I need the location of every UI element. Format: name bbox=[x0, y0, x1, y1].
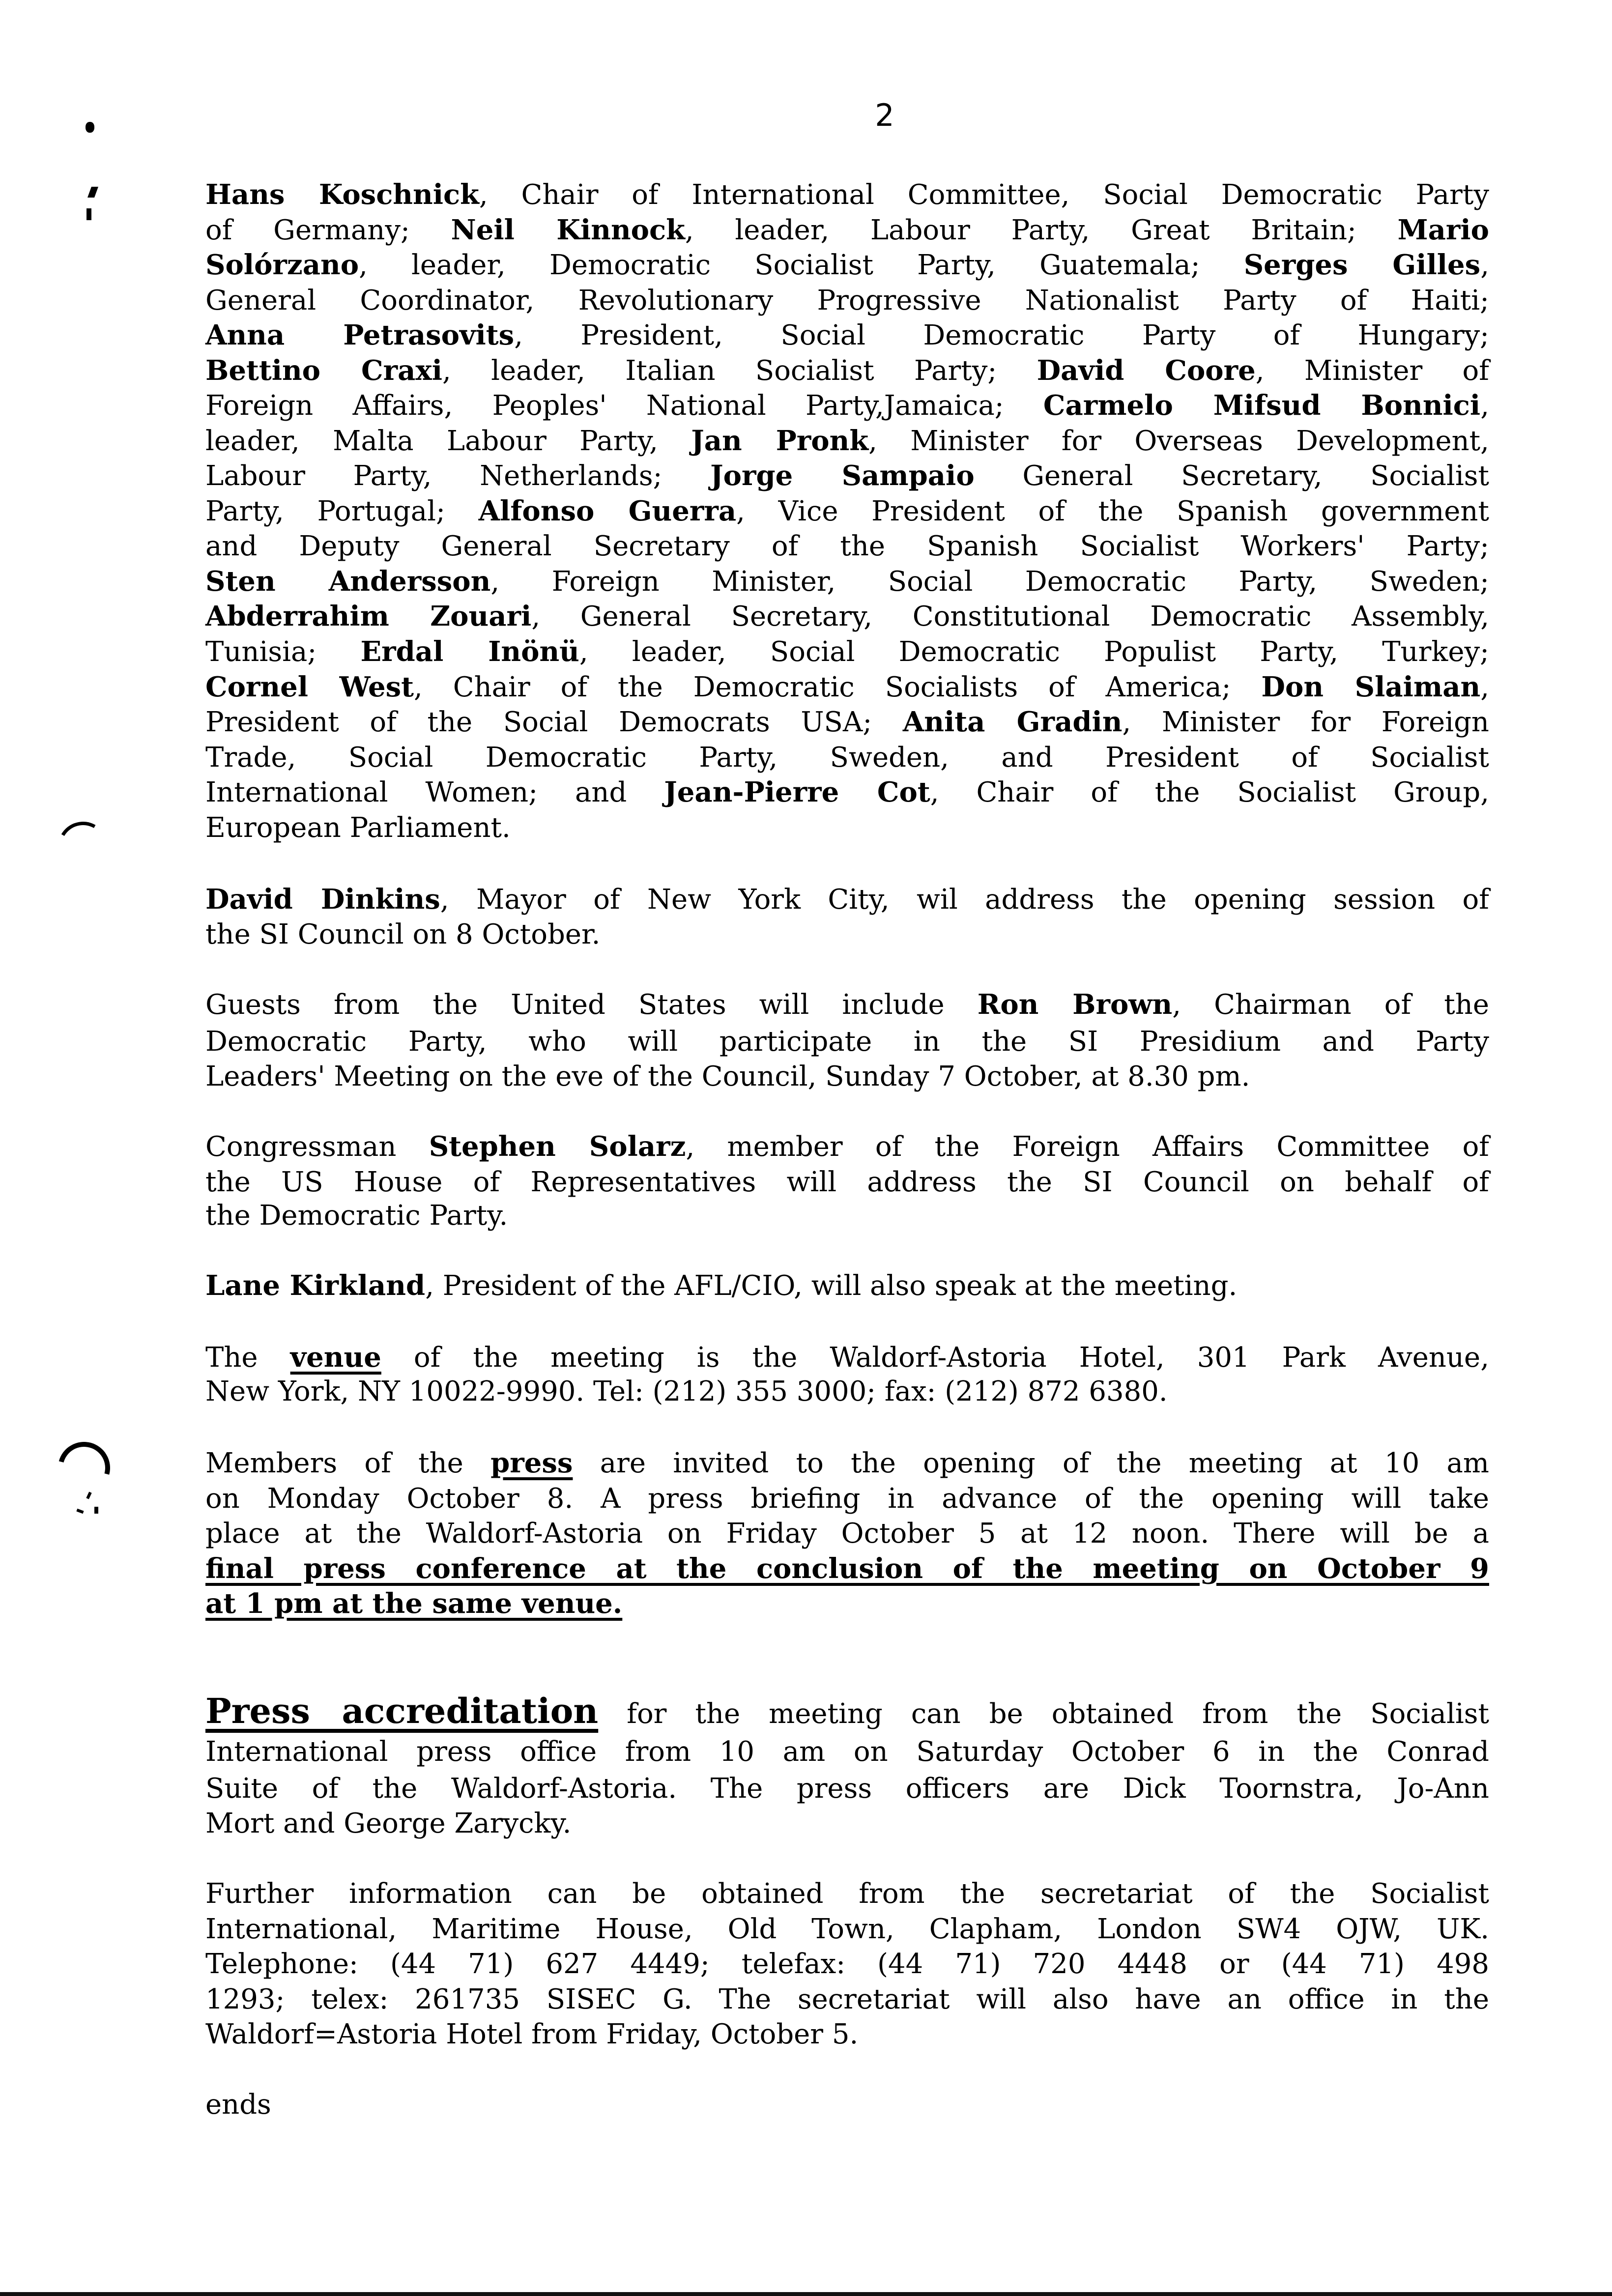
bold-name: press bbox=[490, 1447, 573, 1479]
text-run: Further information can be obtained from the secretariat of the Socialist bbox=[205, 1878, 1489, 1910]
text-line bbox=[205, 2017, 1489, 2052]
text-run: , President, Social Democratic Party of Hungary; bbox=[514, 319, 1490, 351]
bold-name: Anita Gradin bbox=[902, 706, 1123, 738]
bold-name: Stephen Solarz bbox=[429, 1130, 686, 1163]
text-run: , Mayor of New York City, wil address the opening session of bbox=[440, 884, 1489, 916]
bold-name: Erdal Inönü bbox=[360, 635, 579, 668]
text-run: are invited to the opening of the meeting at 10 am bbox=[573, 1447, 1489, 1479]
text-run: , Chairman of the bbox=[1172, 989, 1490, 1021]
text-run: , Vice President of the Spanish government bbox=[736, 495, 1490, 527]
text-run: President of the Social Democrats USA; bbox=[205, 706, 903, 738]
text-run: International Women; and bbox=[205, 776, 664, 808]
bold-name: Hans Koschnick bbox=[205, 178, 479, 211]
text-line bbox=[205, 1374, 1489, 1409]
text-run: Trade, Social Democratic Party, Sweden, and President of Socialist bbox=[205, 742, 1489, 774]
text-run: Guests from the United States will include bbox=[205, 989, 978, 1021]
scan-speck-mark bbox=[76, 1509, 84, 1514]
text-run: , bbox=[1480, 390, 1489, 422]
text-run: Party, Portugal; bbox=[205, 495, 479, 527]
bold-name: Mario bbox=[1397, 214, 1489, 246]
text-line bbox=[205, 388, 1489, 423]
text-line bbox=[205, 1982, 1489, 2017]
text-run: for the meeting can be obtained from the Socialist bbox=[598, 1698, 1490, 1730]
text-run: Suite of the Waldorf-Astoria. The press officers are Dick Toornstra, Jo-Ann bbox=[205, 1773, 1489, 1805]
page-number: 2 bbox=[875, 97, 894, 133]
bold-name: Neil Kinnock bbox=[451, 214, 685, 246]
text-line bbox=[205, 882, 1489, 917]
text-run: New York, NY 10022-9990. Tel: (212) 355 3000; fax: (212) 872 6380. bbox=[205, 1376, 1168, 1407]
scan-speck-mark bbox=[87, 187, 98, 198]
text-line bbox=[205, 1165, 1489, 1200]
text-run: , leader, Labour Party, Great Britain; bbox=[685, 214, 1398, 246]
text-run: , bbox=[1480, 249, 1489, 281]
text-run: Foreign Affairs, Peoples' National Party,Jamaica; bbox=[205, 390, 1043, 422]
scan-speck-mark bbox=[94, 1507, 98, 1514]
text-run: Members of the bbox=[205, 1447, 491, 1479]
text-run: Congressman bbox=[205, 1131, 429, 1163]
text-line bbox=[205, 599, 1489, 634]
bold-name: Solórzano bbox=[205, 249, 359, 281]
text-line bbox=[205, 670, 1489, 705]
text-line bbox=[205, 775, 1489, 810]
text-run: , General Secretary, Constitutional Democratic Assembly, bbox=[531, 601, 1489, 632]
text-run: Mort and George Zarycky. bbox=[205, 1808, 572, 1839]
scan-speck-mark bbox=[86, 122, 94, 133]
text-line bbox=[205, 1691, 1490, 1731]
text-run: , bbox=[1480, 671, 1490, 703]
text-line bbox=[205, 283, 1489, 318]
text-line bbox=[205, 1876, 1489, 1911]
text-line bbox=[205, 634, 1489, 669]
text-run: Labour Party, Netherlands; bbox=[205, 460, 711, 492]
text-run: place at the Waldorf-Astoria on Friday October 5 at 12 noon. There will be a bbox=[205, 1518, 1489, 1550]
text-run: of the meeting is the Waldorf-Astoria Hotel, 301 Park Avenue, bbox=[381, 1342, 1489, 1374]
bold-name: Carmelo Mifsud Bonnici bbox=[1043, 389, 1481, 422]
text-line bbox=[205, 564, 1489, 599]
bold-name: Jorge Sampaio bbox=[710, 459, 975, 492]
text-line bbox=[205, 1551, 1489, 1586]
text-run: , Foreign Minister, Social Democratic Party, Sweden; bbox=[490, 566, 1489, 598]
bold-name: venue bbox=[290, 1341, 381, 1374]
bold-name: Cornel West bbox=[205, 671, 414, 703]
text-run: , leader, Democratic Socialist Party, Guatemala; bbox=[359, 249, 1244, 281]
text-run: International, Maritime House, Old Town, Clapham, London SW4 OJW, UK. bbox=[205, 1913, 1489, 1945]
scan-edge-line bbox=[0, 2292, 1612, 2296]
text-line bbox=[205, 213, 1489, 248]
text-run: , Chair of International Committee, Social Democratic Party bbox=[479, 179, 1490, 211]
punch-hole-mark bbox=[53, 816, 114, 878]
text-run: the SI Council on 8 October. bbox=[205, 918, 601, 950]
text-line bbox=[205, 248, 1489, 283]
text-line bbox=[205, 1024, 1489, 1059]
bold-name: Abderrahim Zouari bbox=[205, 600, 532, 632]
text-line bbox=[205, 177, 1489, 212]
bold-name: Bettino Craxi bbox=[205, 354, 443, 387]
bold-name: final press conference at the conclusion of the meeting on October 9 bbox=[205, 1552, 1489, 1585]
bold-name: Don Slaiman bbox=[1261, 671, 1481, 703]
bold-name: Anna Petrasovits bbox=[205, 319, 515, 351]
text-run: , member of the Foreign Affairs Committee of bbox=[686, 1131, 1490, 1163]
text-run: General Secretary, Socialist bbox=[974, 460, 1489, 492]
text-run: Democratic Party, who will participate in the SI Presidium and Party bbox=[205, 1026, 1489, 1058]
text-line bbox=[205, 318, 1489, 353]
text-run: leader, Malta Labour Party, bbox=[205, 425, 691, 457]
text-line bbox=[205, 494, 1489, 529]
text-line bbox=[205, 353, 1489, 388]
punch-hole-mark bbox=[49, 1433, 120, 1504]
text-line bbox=[205, 987, 1489, 1022]
text-run: Waldorf=Astoria Hotel from Friday, October 5. bbox=[205, 2018, 859, 2050]
text-run: , President of the AFL/CIO, will also speak at the meeting. bbox=[425, 1270, 1238, 1302]
text-run: International press office from 10 am on Saturday October 6 in the Conrad bbox=[205, 1736, 1489, 1768]
text-run: on Monday October 8. A press briefing in advance of the opening will take bbox=[205, 1483, 1489, 1515]
text-run: Tunisia; bbox=[205, 636, 361, 668]
text-line bbox=[205, 1947, 1489, 1981]
bold-name: Sten Andersson bbox=[205, 565, 491, 598]
text-line bbox=[205, 459, 1489, 493]
text-line bbox=[205, 1129, 1489, 1164]
text-line bbox=[205, 1771, 1489, 1806]
text-line bbox=[205, 1586, 1489, 1621]
text-run: , Minister for Overseas Development, bbox=[868, 425, 1489, 457]
text-line bbox=[205, 1446, 1489, 1481]
text-line bbox=[205, 1516, 1489, 1551]
text-line bbox=[205, 1481, 1489, 1516]
text-run: European Parliament. bbox=[205, 812, 511, 844]
text-run: , Chair of the Socialist Group, bbox=[930, 776, 1490, 808]
text-line bbox=[205, 740, 1489, 775]
bold-name: Jan Pronk bbox=[691, 425, 869, 457]
text-line bbox=[205, 1912, 1489, 1947]
text-run: of Germany; bbox=[205, 214, 451, 246]
bold-name: Alfonso Guerra bbox=[478, 495, 737, 527]
text-run: the Democratic Party. bbox=[205, 1200, 508, 1232]
text-line bbox=[205, 529, 1489, 564]
text-run: ends bbox=[205, 2089, 271, 2121]
text-run: , Minister of bbox=[1255, 355, 1490, 387]
bold-name: Serges Gilles bbox=[1243, 249, 1481, 281]
text-run: Telephone: (44 71) 627 4449; telefax: (44 71) 720 4448 or (44 71) 498 bbox=[205, 1948, 1489, 1980]
text-line bbox=[205, 1734, 1489, 1769]
text-line bbox=[205, 1340, 1489, 1375]
text-run: 1293; telex: 261735 SISEC G. The secretariat will also have an office in the bbox=[205, 1983, 1489, 2015]
text-run: , leader, Italian Socialist Party; bbox=[442, 355, 1037, 387]
text-run: The bbox=[205, 1342, 290, 1374]
bold-name: Jean-Pierre Cot bbox=[664, 776, 930, 808]
bold-name: Ron Brown bbox=[977, 988, 1173, 1021]
text-line bbox=[205, 1806, 1489, 1841]
text-run: , leader, Social Democratic Populist Party, Turkey; bbox=[579, 636, 1489, 668]
bold-name: Lane Kirkland bbox=[205, 1269, 426, 1302]
bold-name: David Dinkins bbox=[205, 883, 440, 916]
text-run: General Coordinator, Revolutionary Progressive Nationalist Party of Haiti; bbox=[205, 285, 1489, 316]
text-line bbox=[205, 810, 1489, 845]
text-line bbox=[205, 424, 1489, 459]
text-run: , Minister for Foreign bbox=[1122, 706, 1490, 738]
text-line bbox=[205, 2087, 1489, 2122]
text-run: Leaders' Meeting on the eve of the Council, Sunday 7 October, at 8.30 pm. bbox=[205, 1061, 1250, 1092]
bold-name: at 1 pm at the same venue. bbox=[205, 1587, 623, 1620]
text-line bbox=[205, 1198, 1489, 1233]
text-line bbox=[205, 705, 1489, 740]
text-run: the US House of Representatives will address the SI Council on behalf of bbox=[205, 1166, 1489, 1198]
text-run: and Deputy General Secretary of the Spanish Socialist Workers' Party; bbox=[205, 530, 1489, 562]
text-run: , Chair of the Democratic Socialists of America; bbox=[414, 671, 1262, 703]
section-heading: Press accreditation bbox=[205, 1691, 599, 1731]
text-line bbox=[205, 1059, 1489, 1094]
scan-speck-mark bbox=[86, 208, 91, 220]
text-line bbox=[205, 917, 1489, 952]
text-line bbox=[205, 1268, 1489, 1303]
bold-name: David Coore bbox=[1036, 354, 1256, 387]
